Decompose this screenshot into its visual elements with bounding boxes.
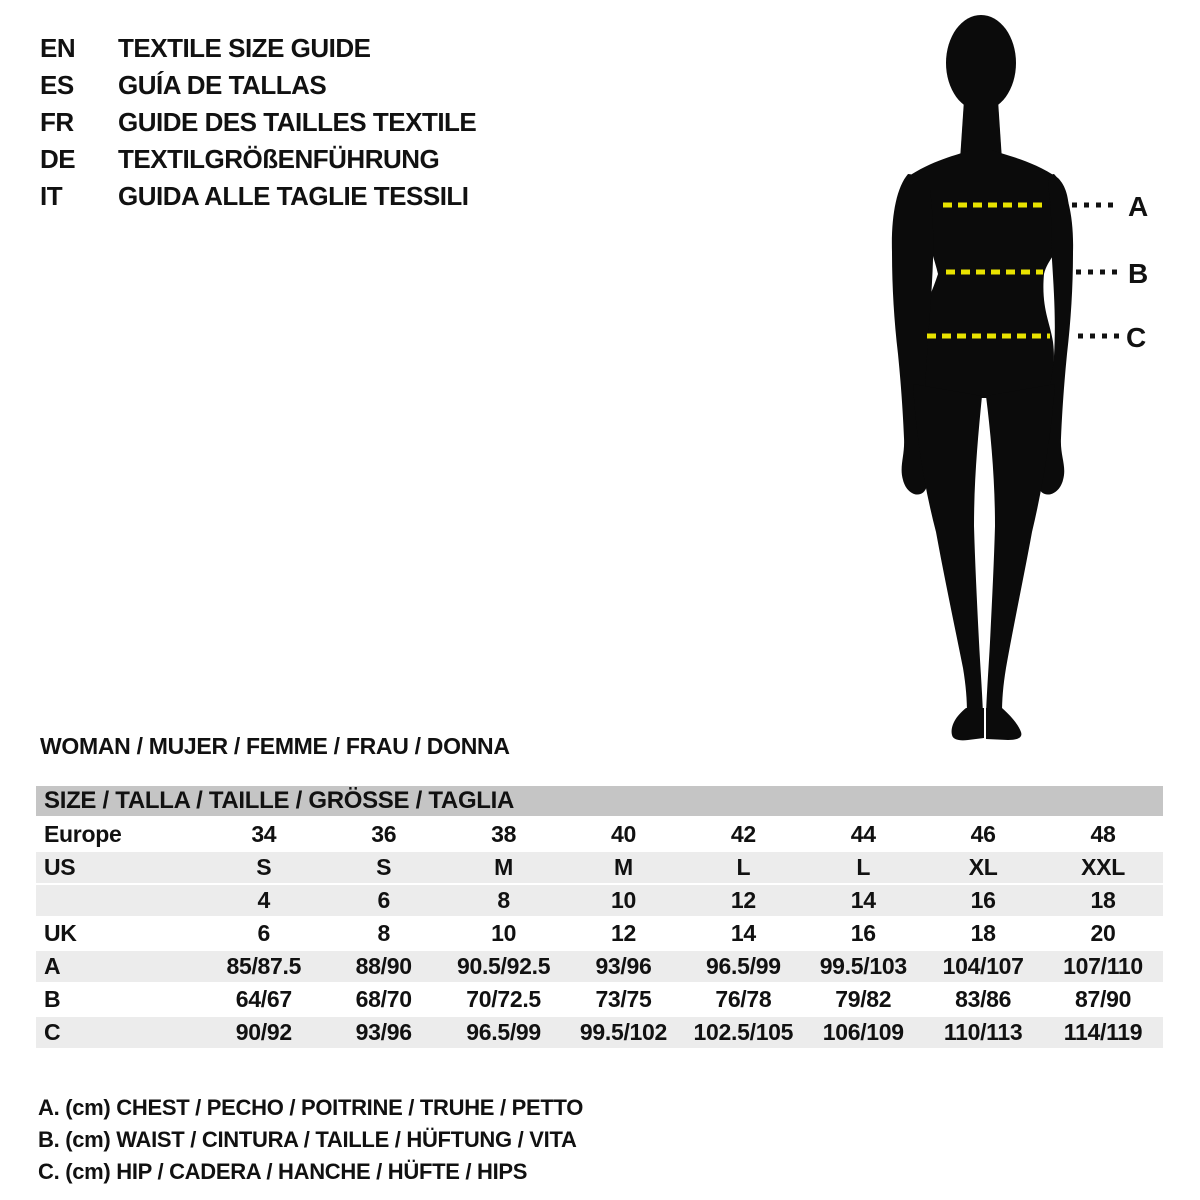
row-label: US [44,854,76,880]
cell: 42 [730,821,756,847]
table-row-uk [36,918,1163,949]
row-label [36,885,204,916]
size-figure [880,8,1160,742]
table-row-us-numbers [36,885,1163,916]
cell: S [376,854,392,880]
row-label: C [44,1019,61,1045]
size-table [36,786,1163,1050]
row-label: Europe [44,821,122,847]
measure-label-b: B [1128,258,1148,289]
cell: 96.5/99 [466,1019,541,1045]
cell: 110/113 [943,1019,1023,1045]
lang-title: GUÍA DE TALLAS [118,70,327,100]
cell: 79/82 [835,986,892,1012]
cell: 14 [850,887,876,913]
table-header: SIZE / TALLA / TAILLE / GRÖSSE / TAGLIA [36,786,1163,816]
lang-row-it [40,178,476,215]
cell: 14 [730,920,756,946]
lang-code: EN [40,33,76,63]
cell: 106/109 [822,1019,904,1045]
cell: 18 [1090,887,1116,913]
cell: L [736,854,751,880]
cell: 90.5/92.5 [456,953,551,979]
row-label: B [44,986,61,1012]
cell: S [256,854,272,880]
lang-title: TEXTILGRÖßENFÜHRUNG [118,144,440,174]
row-label: A [44,953,61,979]
cell: 90/92 [235,1019,292,1045]
cell: 34 [251,821,277,847]
section-title: WOMAN / MUJER / FEMME / FRAU / DONNA [40,733,510,759]
cell: 99.5/103 [819,953,907,979]
measure-label-c: C [1126,322,1146,353]
cell: XL [968,854,998,880]
silhouette-left-foot [952,708,984,740]
silhouette-left-leg [913,384,983,714]
silhouette-head [946,15,1016,111]
cell: 87/90 [1075,986,1132,1012]
table-row-waist [36,984,1163,1015]
cell: 10 [610,887,636,913]
lang-code: DE [40,144,76,174]
silhouette-right-foot [986,708,1021,740]
silhouette-right-leg [986,384,1055,714]
cell: 6 [257,920,271,946]
lang-code: FR [40,107,74,137]
table-row-hip [36,1017,1163,1048]
cell: 93/96 [595,953,652,979]
cell: 4 [257,887,271,913]
cell: 48 [1090,821,1116,847]
table-row-us-letters [36,852,1163,883]
cell: 83/86 [955,986,1012,1012]
cell: 99.5/102 [579,1019,668,1045]
cell: M [614,854,633,880]
cell: L [856,854,871,880]
cell: 46 [970,821,996,847]
cell: 12 [610,920,636,946]
lang-row-es [40,67,476,104]
cell: 104/107 [942,953,1024,979]
table-row-chest [36,951,1163,982]
cell: 10 [491,920,517,946]
cell: 16 [850,920,876,946]
cell: 8 [377,920,390,946]
cell: M [494,854,514,880]
cell: 38 [491,821,517,847]
cell: 20 [1090,920,1116,946]
cell: 76/78 [715,986,772,1012]
cell: 40 [610,821,636,847]
cell: 68/70 [355,986,412,1012]
lang-row-en [40,30,476,67]
language-list [40,30,476,215]
woman-silhouette-icon [880,8,1160,742]
lang-title: GUIDE DES TAILLES TEXTILE [118,107,477,137]
lang-row-de [40,141,476,178]
cell: 102.5/105 [693,1019,794,1045]
measurement-legend [38,1092,583,1188]
cell: 70/72.5 [466,986,541,1012]
legend-line-chest: A. (cm) CHEST / PECHO / POITRINE / TRUHE / PETTO [38,1095,584,1120]
table-row-europe [36,819,1163,850]
legend-line-hip: C. (cm) HIP / CADERA / HANCHE / HÜFTE / HIPS [38,1159,528,1184]
lang-code: ES [40,70,74,100]
cell: 6 [377,887,390,913]
cell: 12 [730,887,756,913]
cell: 73/75 [595,986,652,1012]
cell: 107/110 [1063,953,1143,979]
cell: 16 [970,887,996,913]
lang-row-fr [40,104,476,141]
measure-label-a: A [1128,191,1148,222]
lang-title: TEXTILE SIZE GUIDE [118,33,371,63]
cell: 8 [497,887,510,913]
cell: 18 [970,920,996,946]
lang-title: GUIDA ALLE TAGLIE TESSILI [118,181,469,211]
cell: 96.5/99 [706,953,781,979]
cell: 114/119 [1063,1019,1143,1045]
cell: 44 [850,821,876,847]
cell: 85/87.5 [226,953,302,979]
legend-line-waist: B. (cm) WAIST / CINTURA / TAILLE / HÜFTUNG / VITA [38,1127,577,1152]
lang-code: IT [40,181,63,211]
cell: 64/67 [235,986,292,1012]
cell: 93/96 [355,1019,412,1045]
cell: 88/90 [355,953,412,979]
cell: 36 [371,821,397,847]
row-label: UK [44,920,77,946]
cell: XXL [1081,854,1125,880]
